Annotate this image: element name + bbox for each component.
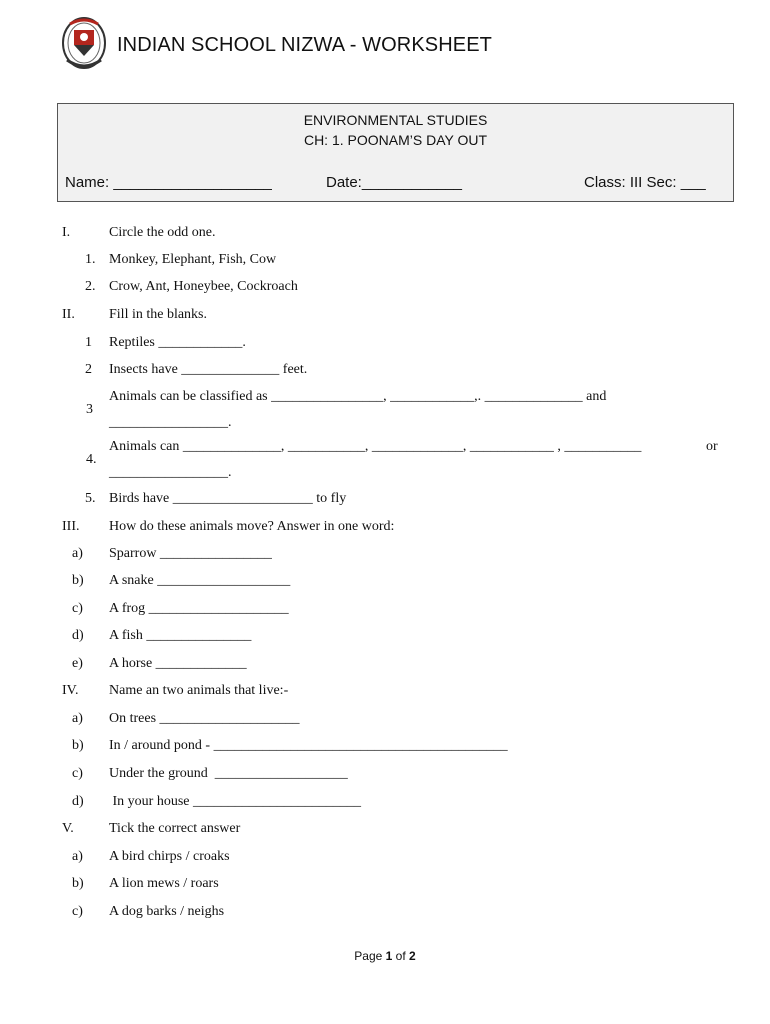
class-field: Class: III Sec: ___ [584,174,706,191]
question-text: A dog barks / neighs [109,904,225,919]
worksheet-header-box [57,103,734,202]
item-letter: e) [72,656,83,671]
item-letter: c) [72,904,83,919]
school-title: INDIAN SCHOOL NIZWA - WORKSHEET [117,34,492,56]
question-text: On trees ____________________ [109,711,300,726]
question-text: Birds have ____________________ to fly [109,491,347,506]
question-text-continued: _________________. [109,415,232,430]
item-letter: b) [72,573,84,588]
question-text: A horse _____________ [109,656,247,671]
item-letter: a) [72,711,83,726]
item-number: 1 [85,335,92,350]
chapter-title: CH: 1. POONAM’S DAY OUT [303,132,488,148]
item-number: 2 [85,362,92,377]
question-text: Under the ground ___________________ [109,766,348,781]
question-text: A frog ____________________ [109,601,289,616]
item-number: 2. [85,279,96,294]
section-title: How do these animals move? Answer in one word: [109,519,395,534]
item-letter: b) [72,876,84,891]
date-field: Date:____________ [326,174,462,191]
page-number: 1 [385,949,393,963]
item-number: 5. [85,491,96,506]
question-text: A lion mews / roars [109,876,219,891]
item-letter: a) [72,546,83,561]
section-title: Fill in the blanks. [109,307,207,322]
name-field: Name: ___________________ [65,174,272,191]
section-number: V. [62,821,74,836]
item-number: 1. [85,252,96,267]
question-text: A fish _______________ [109,628,252,643]
question-text: A bird chirps / croaks [109,849,230,864]
item-number: 4. [86,452,97,467]
item-letter: a) [72,849,83,864]
item-letter: c) [72,766,83,781]
question-text: Animals can ______________, ___________, _____________, ____________ , ___________ [109,439,642,454]
section-number: I. [62,225,71,240]
school-crest-icon [61,16,107,74]
section-title: Name an two animals that live:- [109,683,289,698]
question-text-continued: _________________. [109,465,232,480]
page-word: Page [354,949,383,963]
item-number: 3 [86,402,93,417]
section-number: IV. [62,683,79,698]
section-number: III. [62,519,80,534]
item-letter: d) [72,794,84,809]
question-text: Crow, Ant, Honeybee, Cockroach [109,279,298,294]
question-text: Insects have ______________ feet. [109,362,308,377]
section-title: Circle the odd one. [109,225,216,240]
subject-title: ENVIRONMENTAL STUDIES [303,112,488,128]
section-number: II. [62,307,75,322]
item-letter: d) [72,628,84,643]
page-footer [0,949,770,963]
item-letter: c) [72,601,83,616]
page-total: 2 [409,949,416,963]
question-text: Animals can be classified as ________________, ____________,. ______________ and [109,389,607,404]
question-text: Reptiles ____________. [109,335,246,350]
question-text: In / around pond - __________________________________________ [109,738,508,753]
question-text: In your house ________________________ [109,794,361,809]
of-word: of [395,949,406,963]
question-text: Sparrow ________________ [109,546,272,561]
question-text: A snake ___________________ [109,573,291,588]
item-letter: b) [72,738,84,753]
question-text-tail: or [706,439,718,454]
question-text: Monkey, Elephant, Fish, Cow [109,252,277,267]
section-title: Tick the correct answer [109,821,241,836]
